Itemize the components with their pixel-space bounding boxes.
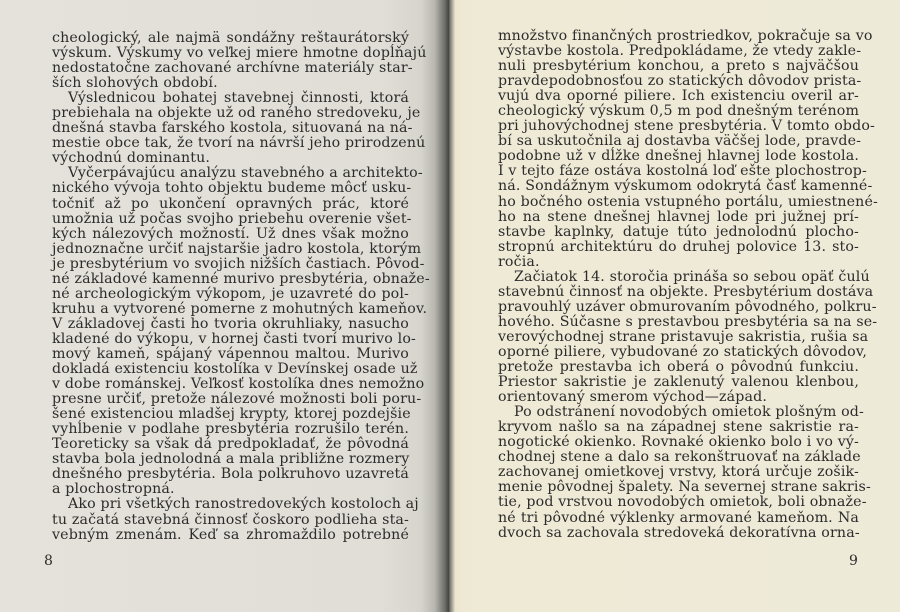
text-line: pretože prestavba ich oberá o pôvodnú funkciu.: [498, 359, 859, 376]
left-page-body: [52, 30, 430, 543]
text-line: dnešná stavba farského kostola, situovaná na ná-: [52, 120, 413, 137]
text-line: mestie obce tak, že tvorí na návrší jeho prirodzenú: [52, 135, 426, 152]
text-line: cheologický, ale najmä sondážny reštaurátorský: [52, 30, 409, 46]
text-line: hového. Súčasne s prestavbou presbytéria sa na se-: [498, 313, 878, 330]
text-line: presne určiť, pretože nálezové možnosti boli poru-: [52, 391, 422, 408]
text-line: pravdepodobnosťou zo statických dôvodov prista-: [498, 73, 862, 90]
text-line: pri juhovýchodnej stene presbytéria. V tomto obdo-: [498, 118, 876, 135]
text-line: tu začatá stavebná činnosť čoskoro podlieha sta-: [52, 511, 409, 528]
text-line: orientovaný smerom východ—západ.: [498, 389, 767, 406]
text-line: vebným zmenám. Keď sa zhromaždilo potrebné: [52, 526, 409, 543]
text-line: stropnú architektúru do druhej polovice 13. sto-: [498, 238, 859, 255]
page-number-right: 9: [849, 553, 858, 569]
text-line: Ako pri všetkých ranostredovekých kostoloch aj: [68, 496, 419, 513]
text-line: ho na stene dnešnej hlavnej lode pri južnej prí-: [498, 208, 859, 225]
text-line: jednoznačne určiť najstaršie jadro kostola, ktorým: [52, 240, 422, 257]
text-line: kruhu a vytvorené pomerne z mohutných kameňov.: [52, 300, 428, 317]
text-line: ších slohových období.: [52, 75, 218, 92]
text-line: prebiehala na objekte už od raného stredoveku, je: [52, 105, 421, 122]
text-line: ná. Sondážnym výskumom odokrytá časť kamenné-: [498, 178, 873, 195]
text-line: V základovej časti ho tvoria okruhliaky, nasucho: [52, 315, 409, 332]
text-line: vujú dva oporné piliere. Ich existenciu overil ar-: [498, 88, 859, 105]
text-line: dvoch sa zachovala stredoveká dekoratívna orna-: [498, 524, 860, 541]
text-line: točniť až po ukončení opravných prác, ktoré: [52, 195, 409, 212]
text-line: nického vývoja tohto objektu budeme môcť usku-: [52, 180, 412, 197]
text-line: Začiatok 14. storočia prináša so sebou opäť čulú: [514, 268, 870, 285]
text-line: verovýchodnej strane pristavuje sakristia, rušia sa: [498, 328, 869, 345]
text-line: pravouhlý uzáver obmurovaním pôvodného, polkru-: [498, 298, 877, 315]
text-line: oporné piliere, vybudované zo statických dôvodov,: [498, 343, 868, 360]
text-line: cheologický výskum 0,5 m pod dnešným terénom: [498, 103, 860, 120]
text-line: a plochostropná.: [52, 481, 175, 498]
text-line: stavba bola jednolodná a mala približne rozmery: [52, 451, 410, 468]
text-line: vyhĺbenie v podlahe presbytéria rozrušilo terén.: [52, 421, 409, 438]
text-line: nuli presbytérium konchou, a preto s najväčšou: [498, 58, 859, 75]
text-line: dnešného presbytéria. Bola polkruhovo uzavretá: [52, 466, 409, 483]
text-line: nedostatočne zachované archívne materiály star-: [52, 60, 413, 77]
text-line: kladené do výkopu, v hornej časti tvorí murivo lo-: [52, 330, 416, 347]
text-line: kých nálezových možností. Už dnes však možno: [52, 225, 409, 242]
text-line: bí sa uskutočnila aj dostavba väčšej lode, pravde-: [498, 133, 862, 150]
right-page: [448, 0, 900, 612]
page-number-left: 8: [44, 553, 53, 569]
text-line: Po odstránení novodobých omietok plošným od-: [514, 404, 864, 421]
text-line: tie, pod vrstvou novodobých omietok, boli obnaže-: [498, 494, 867, 511]
left-page: [0, 0, 448, 612]
text-line: né tri pôvodné výklenky armované kameňom. Na: [498, 509, 859, 526]
text-line: množstvo finančných prostriedkov, pokračuje sa vo: [498, 28, 873, 44]
text-line: v dobe románskej. Veľkosť kostolíka dnes nemožno: [52, 376, 425, 393]
text-line: podobne už v dĺžke dnešnej hlavnej lode kostola.: [498, 148, 859, 165]
text-line: je presbytérium vo svojich nižších častiach. Pôvod-: [52, 255, 425, 272]
text-line: Teoreticky sa však dá predpokladať, že pôvodná: [52, 436, 409, 453]
text-line: šené existenciou mladšej krypty, ktorej pozdejšie: [52, 406, 411, 423]
text-line: chodnej stene a dalo sa rekonštruovať na základe: [498, 449, 861, 466]
text-line: stavbe kaplnky, datuje túto jednolodnú plocho-: [498, 223, 859, 240]
text-line: zachovanej omietkovej vrstvy, ktorá určuje zošik-: [498, 464, 859, 481]
text-line: mový kameň, spájaný vápennou maltou. Murivo: [52, 345, 409, 362]
text-line: stavebnú činnosť na objekte. Presbytérium dostáva: [498, 283, 874, 300]
right-page-body: [498, 28, 878, 541]
text-line: I v tejto fáze ostáva kostolná loď ešte plochostrop-: [498, 163, 867, 180]
text-line: výskum. Výskumy vo veľkej miere hmotne dopĺňajú: [52, 45, 427, 62]
text-line: ročia.: [498, 253, 540, 270]
text-line: výstavbe kostola. Predpokládame, že vtedy zakle-: [498, 43, 862, 60]
text-line: nogotické okienko. Rovnaké okienko bolo i vo vý-: [498, 434, 859, 451]
text-line: východnú dominantu.: [52, 150, 211, 167]
text-line: ho bočného ostenia vstupného portálu, umiestnené-: [498, 193, 878, 210]
text-line: umožnia už počas svojho priebehu overenie všet-: [52, 210, 412, 227]
text-line: né archeologickým výkopom, je uzavreté do pol-: [52, 285, 409, 302]
text-line: kryvom našlo sa na západnej stene sakristie ra-: [498, 419, 859, 436]
text-line: né základové kamenné murivo presbytéria, obnaže-: [52, 270, 430, 287]
text-line: Priestor sakristie je zaklenutý valenou klenbou,: [498, 374, 859, 391]
text-line: Výslednicou bohatej stavebnej činnosti, ktorá: [68, 90, 409, 107]
text-line: dokladá existenciu kostolíka v Devínskej osade už: [52, 361, 418, 378]
text-line: menie pôvodnej špalety. Na severnej strane sakris-: [498, 479, 871, 496]
text-line: Vyčerpávajúcu analýzu stavebného a architekto-: [68, 165, 423, 182]
